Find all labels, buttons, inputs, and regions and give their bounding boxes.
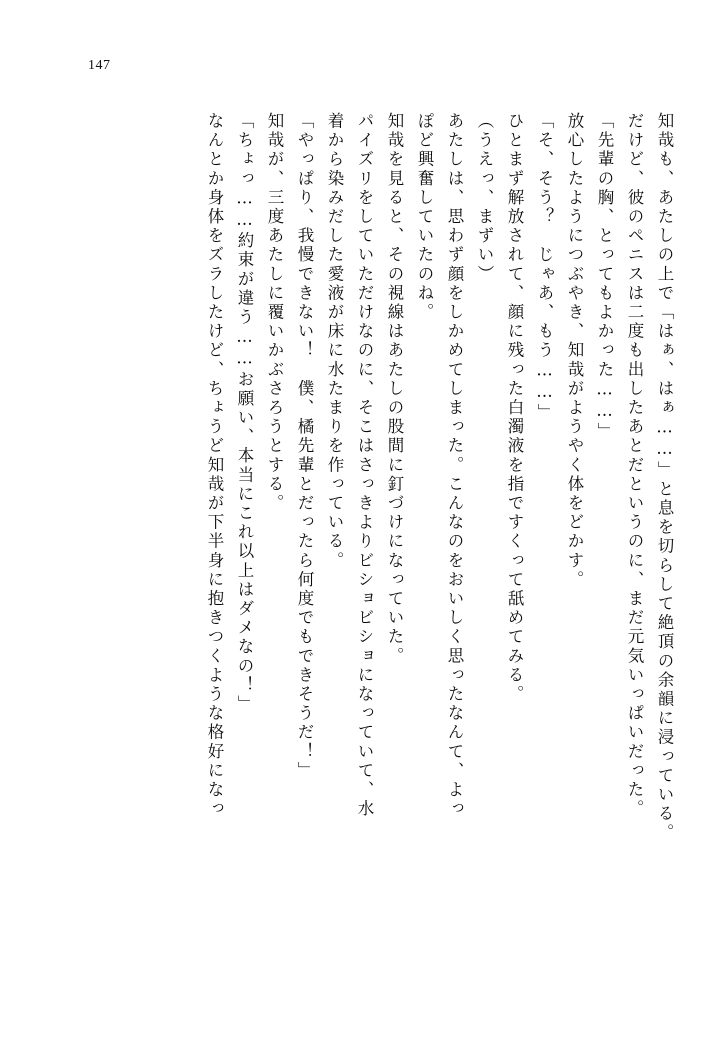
text-line: ぽど興奮していたのね。 <box>415 112 434 323</box>
text-line: 放心したようにつぶやき、知哉がようやく体をどかす。 <box>565 112 584 590</box>
text-line: 「先輩の胸、とってもよかった……」 <box>595 112 614 442</box>
page-number: 147 <box>88 58 111 73</box>
text-line: 「ちょっ……約束が違う……お願い、本当にこれ以上はダメなの！」 <box>235 112 254 715</box>
text-line: （うえっ、まずい） <box>475 112 494 284</box>
text-line: パイズリをしていただけなのに、そこはさっきよりビショビショになっていて、水 <box>355 112 374 819</box>
text-line: 知哉が、三度あたしに覆いかぶさろうとする。 <box>265 112 284 514</box>
text-line: 着から染みだした愛液が床に水たまりを作っている。 <box>325 112 344 571</box>
vertical-text-block <box>58 112 672 957</box>
text-line: なんとか身体をズラしたけど、ちょうど知哉が下半身に抱きつくような格好になっ <box>205 112 224 819</box>
text-line: 知哉も、あたしの上で「はぁ、はぁ……」と息を切らして絶頂の余韻に浸っている。 <box>655 112 674 843</box>
text-line: 「そ、そう？ じゃあ、もう……」 <box>535 112 554 423</box>
text-line: 「やっぱり、我慢できない！ 僕、橘先輩とだったら何度でもできそうだ！」 <box>295 112 314 781</box>
text-line: だけど、彼のペニスは二度も出したあとだというのに、まだ元気いっぱいだった。 <box>625 112 644 819</box>
text-line: ひとまず解放されて、顔に残った白濁液を指ですくって舐めてみる。 <box>505 112 524 705</box>
text-line: 知哉を見ると、その視線はあたしの股間に釘づけになっていた。 <box>385 112 404 666</box>
text-line: あたしは、思わず顔をしかめてしまった。こんなのをおいしく思ったなんて、よっ <box>445 112 464 819</box>
